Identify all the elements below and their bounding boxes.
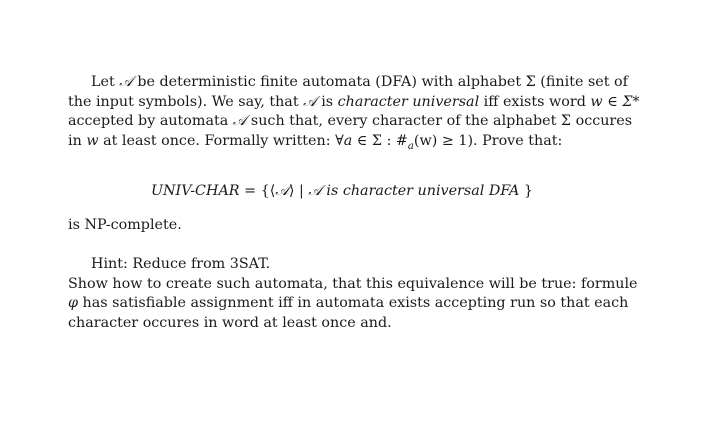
formula-fragment: ⟩ |: [288, 183, 309, 199]
text-fragment: (w) ≥ 1). Prove that:: [413, 132, 563, 149]
statement-line-2: [68, 93, 640, 113]
text-fragment: ∈ Σ : #: [352, 132, 408, 149]
text-fragment: at least once. Formally written: ∀: [98, 132, 344, 149]
automaton-symbol: 𝒜: [303, 93, 317, 110]
formula-fragment: = {⟨: [239, 183, 276, 199]
text-fragment: be deterministic finite automata (DFA) with alphabet Σ (finite set of: [132, 74, 628, 90]
text-fragment: Let: [91, 74, 120, 90]
statement-line-1: [68, 73, 628, 93]
statement-line-4: [68, 132, 610, 156]
text-fragment: has satisfiable assignment iff in automata exists accepting run so that each: [78, 295, 629, 312]
hint-paragraph: [68, 255, 638, 333]
defined-term: character universal: [337, 93, 480, 110]
math-expression: w ∈ Σ*: [590, 93, 640, 110]
text-fragment: accepted by automata: [68, 113, 233, 130]
text-fragment: the input symbols). We say, that: [68, 93, 304, 110]
math-variable: a: [343, 132, 353, 149]
math-subscript: a: [407, 140, 414, 152]
hint-line-2: Show how to create such automata, that this equivalence will be true: formule: [68, 275, 638, 292]
hint-line-4: character occures in word at least once and.: [68, 314, 392, 331]
statement-line-3: [68, 112, 633, 132]
text-fragment: such that, every character of the alphabet Σ occures: [246, 113, 633, 130]
automaton-symbol: 𝒜: [119, 74, 133, 90]
hint-line-3: [68, 294, 629, 314]
automaton-symbol: 𝒜: [308, 183, 322, 199]
automaton-symbol: 𝒜: [275, 183, 289, 199]
math-variable: w: [86, 132, 99, 149]
formula-description: is character universal DFA: [321, 183, 520, 199]
text-fragment: iff exists word: [479, 93, 591, 110]
formula-symbol: φ: [68, 295, 79, 312]
text-fragment: in: [68, 132, 87, 149]
conclusion-text: is NP-complete.: [68, 217, 182, 233]
problem-statement-paragraph: [68, 73, 640, 156]
automaton-symbol: 𝒜: [232, 113, 247, 130]
hint-title: Hint: Reduce from 3SAT.: [91, 256, 271, 272]
language-name: UNIV-CHAR: [151, 183, 240, 199]
formula-fragment: }: [519, 183, 533, 199]
np-complete-line: [68, 216, 610, 236]
text-fragment: is: [316, 93, 338, 110]
display-formula: [151, 181, 571, 201]
